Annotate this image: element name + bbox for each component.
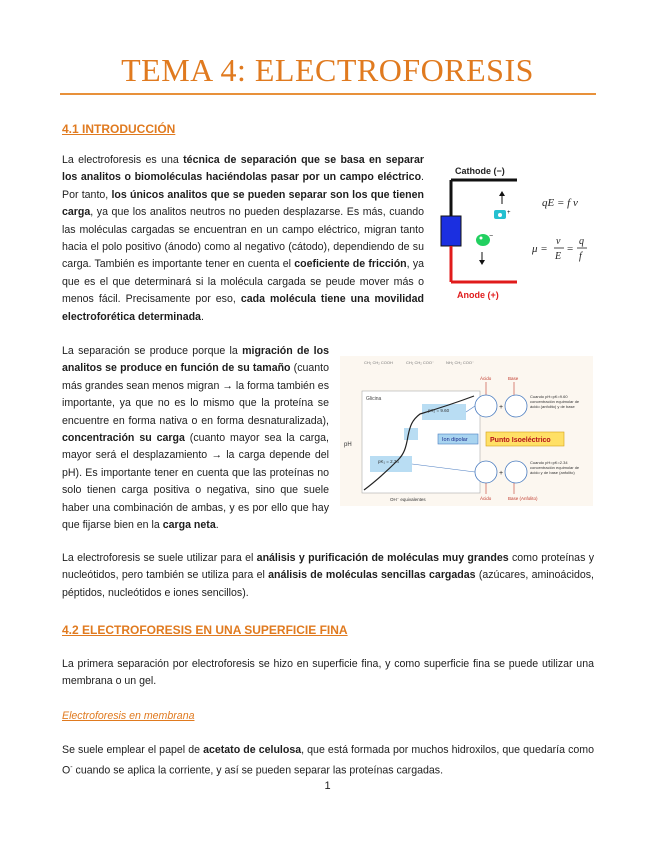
pk1-label: pK₁ = 2.34 [378, 459, 399, 464]
svg-text:f: f [579, 251, 582, 262]
paragraph-separation: La separación se produce porque la migración de los analitos se produce en función de su tamaño (cuanto más grandes sean menos migran → la forma también es importante, ya que no es lo mismo que la proteína se encuentre en forma nativa o en forma desnaturalizada), concentración su carga (cuanto mayor sea la carga, mayor será el desplazamiento → la carga depende del pH). Es importante tener en cuenta que las proteínas no solo tienen carga positiva o negativa, sino que suele haber una combinación de ambas, y es por ello que hay que fijarse bien en la carga neta. [62, 345, 329, 532]
svg-text:+: + [499, 470, 504, 477]
x-axis-label: OH⁻ equivalentes [390, 497, 426, 502]
svg-text:Cuando pH=pK=2.34 concen: Cuando pH=pK=2.34 concentración equimolar de ácido y de base (anfolito) [530, 460, 580, 475]
paragraph-membrane: Se suele emplear el papel de acetato de celulosa, que está formada por muchos hidroxilos, que quedaría como O- cuando se aplica la corriente, y así se pueden separar las proteínas cargadas. [62, 744, 594, 777]
isoelectric-label: Punto Isoeléctrico [490, 437, 551, 444]
svg-text:NH₂ CH₂ COO⁻: NH₂ CH₂ COO⁻ [446, 360, 475, 365]
mobility-equation [531, 236, 587, 262]
cation-particle-icon [494, 210, 511, 219]
svg-text:Ácido: Ácido [480, 496, 492, 501]
electrophoresis-diagram [437, 160, 597, 308]
cathode-label: Cathode (−) [455, 166, 505, 176]
ph-axis-label: pH [344, 442, 352, 448]
svg-text:E: E [555, 251, 562, 262]
page-number: 1 [324, 780, 331, 792]
paragraph-thin-surface: La primera separación por electroforesis se hizo en superficie fina, y como superficie fina se puede utilizar una membrana o un gel. [62, 658, 594, 688]
anion-particle-icon [476, 233, 493, 246]
ion-dipolar-label: Ion dipolar [442, 437, 468, 443]
svg-text:Cuando pH=pK=9.60 concen: Cuando pH=pK=9.60 concentración equimolar de ácido (anfolito) y de base [530, 394, 580, 409]
svg-text:Ácido: Ácido [480, 376, 492, 381]
svg-text:CH₂ CH₂ COO⁻: CH₂ CH₂ COO⁻ [406, 360, 435, 365]
section-heading-intro: 4.1 INTRODUCCIÓN [62, 122, 176, 136]
glycine-label: Glicina [366, 396, 382, 402]
svg-text:+: + [499, 404, 504, 411]
svg-text:+: + [507, 210, 511, 216]
svg-text:−: − [489, 233, 494, 240]
force-equation: qE = f v [542, 197, 578, 209]
anode-label: Anode (+) [457, 290, 499, 300]
svg-text:CH₂ CH₂ COOH: CH₂ CH₂ COOH [364, 360, 393, 365]
power-source-icon [441, 216, 461, 246]
svg-text:v: v [556, 236, 561, 247]
title-underline [60, 93, 596, 95]
svg-text:q: q [579, 236, 584, 247]
page-title: TEMA 4: ELECTROFORESIS [121, 52, 534, 88]
subheading-membrane: Electroforesis en membrana [62, 710, 195, 722]
svg-text:μ =: μ = [532, 243, 548, 255]
section-heading-thin-surface: 4.2 ELECTROFORESIS EN UNA SUPERFICIE FINA [62, 623, 348, 637]
svg-text:=: = [567, 243, 574, 255]
paragraph-intro: La electroforesis es una técnica de separación que se basa en separar los analitos o biomoléculas haciéndolas pasar por un campo eléctrico. Por tanto, los únicos analitos que se pueden separar son los que tienen carga, ya que los analitos neutros no pueden desplazarse. Es más, cuando las moléculas cargadas se encuentran en un campo eléctrico, migran tanto hacia el polo positivo (ánodo) como al negativo (cátodo), dependiendo de su carga. También es importante tener en cuenta el coeficiente de fricción, ya que es el que determinará si la molécula cargada se peude mover más o menos fácil. Precisamente por eso, cada molécula tiene una movilidad electroforética determinada. [62, 154, 425, 323]
titration-curve-figure [340, 356, 593, 506]
svg-text:Base: Base [508, 376, 519, 381]
pk2-label: pK₂ = 9.60 [428, 408, 450, 413]
paragraph-applications: La electroforesis se suele utilizar para el análisis y purificación de moléculas muy grandes como proteínas y nucleótidos, pero también se utiliza para el análisis de moléculas sencillas cargadas (azúcares, aminoácidos, péptidos, nucleótidos e iones sencillos). [62, 552, 594, 599]
svg-text:Base (Anfolito): Base (Anfolito) [508, 496, 538, 501]
